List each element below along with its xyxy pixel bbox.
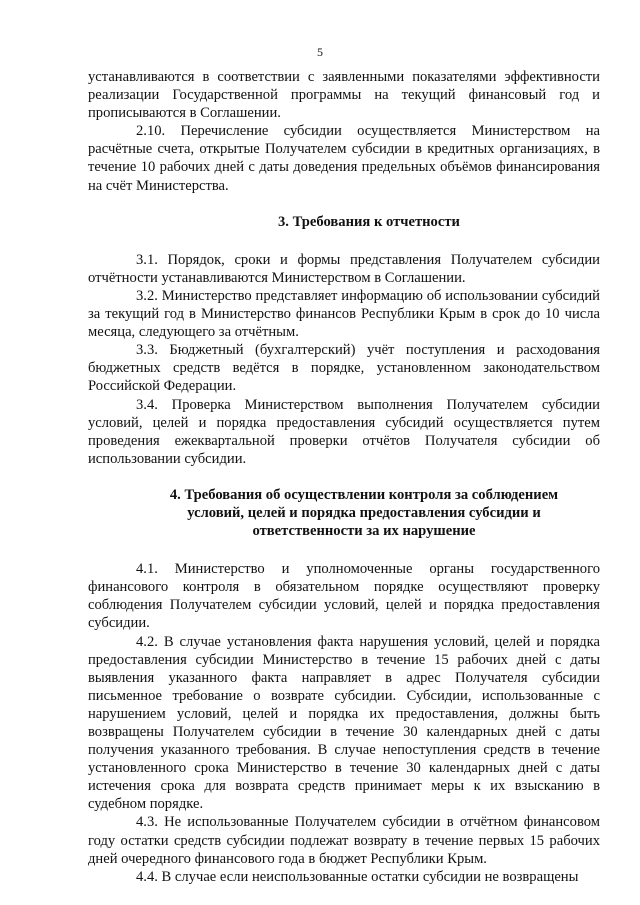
paragraph-4-3: 4.3. Не использованные Получателем субсидии в отчётном финансовом году остатки средств субсидии подлежат возврату в течение первых 15 рабочих дней очередного финансового года в бюджет Республики Крым. xyxy=(88,814,600,867)
paragraph-3-3: 3.3. Бюджетный (бухгалтерский) учёт поступления и расходования бюджетных средств ведётся в порядке, установленном законодательством Российской Федерации. xyxy=(88,342,600,395)
paragraph-2-10: 2.10. Перечисление субсидии осуществляется Министерством на расчётные счета, открытые Получателем субсидии в кредитных организациях, в течение 10 рабочих дней с даты доведения предельных объёмов финансирования на счёт Министерства. xyxy=(88,123,600,194)
section-3-heading: 3. Требования к отчетности xyxy=(278,213,460,230)
paragraph-4-1: 4.1. Министерство и уполномоченные органы государственного финансового контроля в обязательном порядке осуществляют проверку соблюдения Получателем субсидии условий, целей и порядка предоставления субсидии. xyxy=(88,561,600,632)
page-number: 5 xyxy=(317,45,323,59)
paragraph-4-2: 4.2. В случае установления факта нарушения условий, целей и порядка предоставления субсидии Министерство в течение 15 рабочих дней с даты выявления указанного факта направляет в адрес Получателя субсидии письменное требование о возврате субсидии. Субсидии, использованные с нарушением условий, целей и порядка их предоставления, должны быть возвращены Получателем субсидии в течение 30 календарных дней с даты получения указанного требования. В случае непоступления средств в течение установленного срока Министерство в течение 30 календарных дней с даты истечения срока для возврата средств принимает меры к их взысканию в судебном порядке. xyxy=(88,633,600,813)
paragraph-4-4: 4.4. В случае если неиспользованные остатки субсидии не возвращены xyxy=(136,868,579,885)
document-body xyxy=(88,68,600,886)
paragraph-continuation: устанавливаются в соответствии с заявленными показателями эффективности реализации Государственной программы на текущий финансовый год и прописываются в Соглашении. xyxy=(88,69,600,122)
section-4-heading-line-3: ответственности за их нарушение xyxy=(252,523,476,540)
paragraph-3-2: 3.2. Министерство представляет информацию об использовании субсидий за текущий год в Министерство финансов Республики Крым в срок до 10 числа месяца, следующего за отчётным. xyxy=(88,287,600,341)
paragraph-3-4: 3.4. Проверка Министерством выполнения Получателем субсидии условий, целей и порядка предоставления субсидий осуществляется путем проведения ежеквартальной проверки отчётов Получателя субсидии об использовании субсидии. xyxy=(88,396,600,467)
section-4-heading-line-2: условий, целей и порядка предоставления субсидии и xyxy=(187,504,541,521)
paragraph-3-1: 3.1. Порядок, сроки и формы представления Получателем субсидии отчётности устанавливаются Министерством в Соглашении. xyxy=(88,251,600,286)
section-4-heading xyxy=(88,486,600,540)
section-4-heading-line-1: 4. Требования об осуществлении контроля за соблюдением xyxy=(169,486,559,503)
